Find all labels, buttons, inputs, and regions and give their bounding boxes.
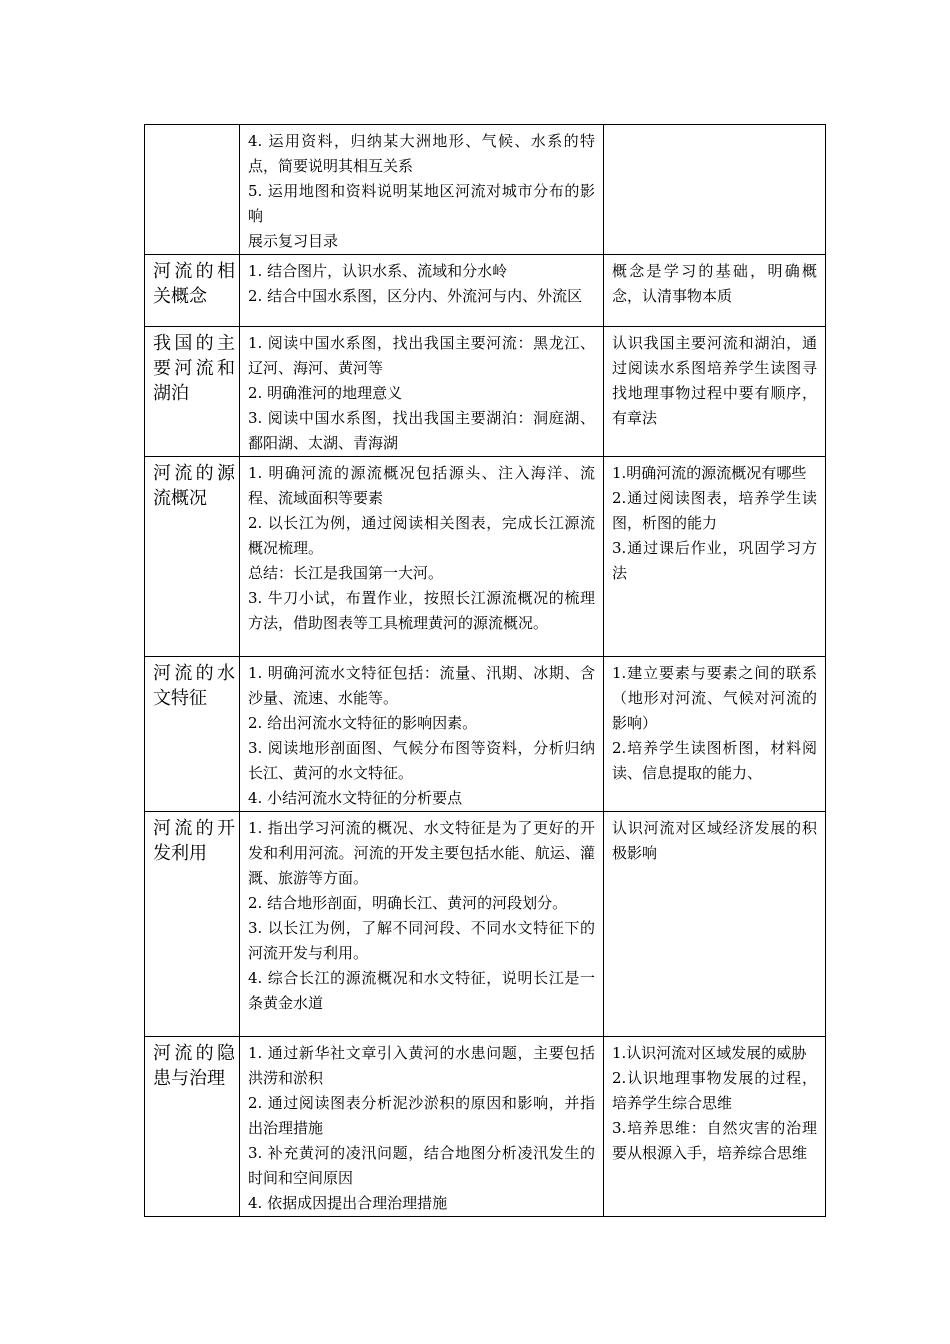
table-row [145, 457, 826, 657]
content-item: 3. 补充黄河的凌汛问题，结合地图分析凌汛发生的时间和空间原因 [248, 1144, 595, 1187]
table-row [145, 812, 826, 1037]
content-item: 4. 小结河流水文特征的分析要点 [248, 789, 463, 807]
topic-cell [145, 125, 240, 255]
intent-item: 2.通过阅读图表，培养学生读图，析图的能力 [612, 489, 817, 532]
content-item: 1. 指出学习河流的概况、水文特征是为了更好的开发和利用河流。河流的开发主要包括水能、航运、灌溉、旅游等方面。 [248, 819, 595, 887]
content-item: 3. 牛刀小试，布置作业，按照长江源流概况的梳理方法，借助图表等工具梳理黄河的源流概况。 [248, 589, 595, 632]
content-item: 1. 通过新华社文章引入黄河的水患问题，主要包括洪涝和淤积 [248, 1044, 595, 1087]
intent-item: 认识河流对区域经济发展的积极影响 [612, 819, 817, 862]
content-cell [240, 457, 604, 657]
topic-cell: 河流的隐患与治理 [145, 1037, 240, 1217]
content-cell [240, 255, 604, 327]
intent-item: 3.通过课后作业，巩固学习方法 [612, 539, 817, 582]
table-row [145, 125, 826, 255]
topic-cell: 河流的开发利用 [145, 812, 240, 1037]
intent-cell [604, 1037, 826, 1217]
content-item: 4. 综合长江的源流概况和水文特征，说明长江是一条黄金水道 [248, 969, 595, 1012]
intent-item: 1.认识河流对区域发展的威胁 [612, 1044, 807, 1062]
content-item: 2. 以长江为例，通过阅读相关图表，完成长江源流概况梳理。 [248, 514, 595, 557]
content-item: 3. 阅读中国水系图，找出我国主要湖泊：洞庭湖、鄱阳湖、太湖、青海湖 [248, 409, 595, 452]
intent-cell [604, 327, 826, 457]
content-cell [240, 125, 604, 255]
topic-cell: 河流的相关概念 [145, 255, 240, 327]
intent-cell [604, 657, 826, 812]
content-cell [240, 327, 604, 457]
content-cell [240, 812, 604, 1037]
table-row [145, 1037, 826, 1217]
content-item: 2. 结合中国水系图，区分内、外流河与内、外流区 [248, 287, 583, 305]
content-item: 2. 明确淮河的地理意义 [248, 384, 403, 402]
content-item: 1. 明确河流的源流概况包括源头、注入海洋、流程、流域面积等要素 [248, 464, 595, 507]
content-item: 5. 运用地图和资料说明某地区河流对城市分布的影响 [248, 182, 595, 225]
table-row [145, 657, 826, 812]
content-item: 2. 给出河流水文特征的影响因素。 [248, 714, 478, 732]
content-cell [240, 1037, 604, 1217]
intent-item: 概念是学习的基础，明确概念，认清事物本质 [612, 262, 817, 305]
intent-item: 2.认识地理事物发展的过程，培养学生综合思维 [612, 1069, 817, 1112]
intent-cell [604, 812, 826, 1037]
intent-item: 1.明确河流的源流概况有哪些 [612, 464, 807, 482]
content-item: 总结：长江是我国第一大河。 [248, 564, 444, 582]
content-item: 2. 通过阅读图表分析泥沙淤积的原因和影响，并指出治理措施 [248, 1094, 595, 1137]
lesson-plan-table [144, 124, 826, 1217]
intent-cell [604, 457, 826, 657]
content-item: 4. 运用资料，归纳某大洲地形、气候、水系的特点，简要说明其相互关系 [248, 132, 595, 175]
table-row [145, 255, 826, 327]
intent-item: 3.培养思维：自然灾害的治理要从根源入手，培养综合思维 [612, 1119, 817, 1162]
intent-item: 认识我国主要河流和湖泊，通过阅读水系图培养学生读图寻找地理事物过程中要有顺序，有章法 [612, 334, 817, 427]
content-item: 1. 阅读中国水系图，找出我国主要河流：黑龙江、辽河、海河、黄河等 [248, 334, 595, 377]
intent-item: 1.建立要素与要素之间的联系（地形对河流、气候对河流的影响） [612, 664, 817, 732]
content-item: 3. 以长江为例，了解不同河段、不同水文特征下的河流开发与利用。 [248, 919, 595, 962]
content-item: 1. 明确河流水文特征包括：流量、汛期、冰期、含沙量、流速、水能等。 [248, 664, 595, 707]
topic-cell: 河流的水文特征 [145, 657, 240, 812]
content-item: 1. 结合图片，认识水系、流域和分水岭 [248, 262, 508, 280]
topic-cell: 河流的源流概况 [145, 457, 240, 657]
content-item: 4. 依据成因提出合理治理措施 [248, 1194, 448, 1212]
topic-cell: 我国的主要河流和湖泊 [145, 327, 240, 457]
content-cell [240, 657, 604, 812]
intent-cell [604, 125, 826, 255]
table-row [145, 327, 826, 457]
intent-item: 2.培养学生读图析图，材料阅读、信息提取的能力、 [612, 739, 817, 782]
content-item: 3. 阅读地形剖面图、气候分布图等资料，分析归纳长江、黄河的水文特征。 [248, 739, 595, 782]
content-item: 展示复习目录 [248, 232, 339, 250]
content-item: 2. 结合地形剖面，明确长江、黄河的河段划分。 [248, 894, 568, 912]
intent-cell [604, 255, 826, 327]
